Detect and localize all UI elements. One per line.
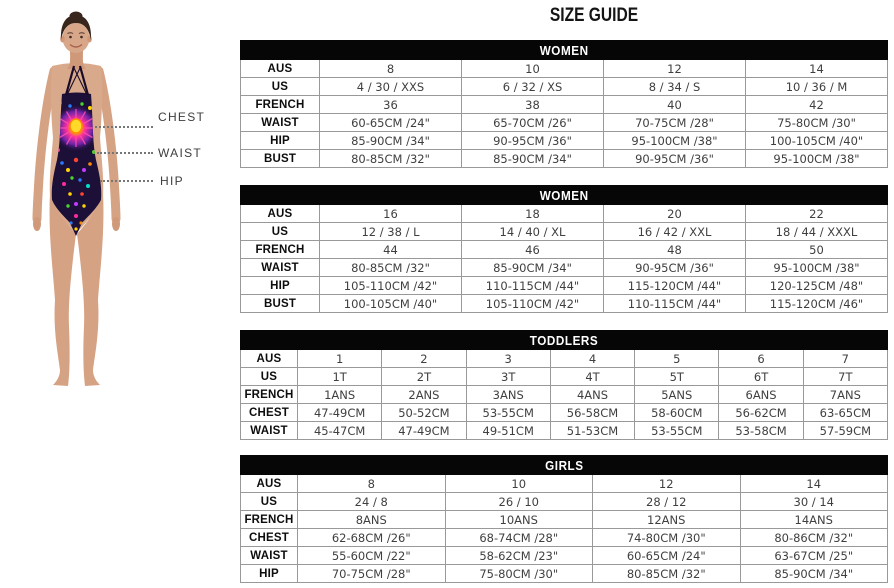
- row-label: AUS: [241, 205, 320, 223]
- size-cell: 70-75CM /28": [604, 114, 746, 132]
- size-cell: 75-80CM /30": [445, 565, 593, 583]
- size-cell: 62-68CM /26": [298, 529, 446, 547]
- size-cell: 10ANS: [445, 511, 593, 529]
- row-label: US: [241, 223, 320, 241]
- row-label: HIP: [241, 565, 298, 583]
- table-row-chest: [241, 529, 888, 547]
- row-label: FRENCH: [241, 511, 298, 529]
- size-cell: 100-105CM /40": [746, 132, 888, 150]
- size-cell: 85-90CM /34": [320, 132, 462, 150]
- size-cell: 1T: [298, 368, 382, 386]
- table-row-hip: [241, 277, 888, 295]
- size-cell: 100-105CM /40": [320, 295, 462, 313]
- size-cell: 74-80CM /30": [593, 529, 741, 547]
- size-cell: 90-95CM /36": [462, 132, 604, 150]
- row-label: BUST: [241, 150, 320, 168]
- chest-callout-label: CHEST: [158, 110, 206, 124]
- size-cell: 110-115CM /44": [604, 295, 746, 313]
- size-cell: 8: [298, 475, 446, 493]
- size-cell: 120-125CM /48": [746, 277, 888, 295]
- size-cell: 4 / 30 / XXS: [320, 78, 462, 96]
- size-cell: 50: [746, 241, 888, 259]
- size-cell: 7T: [803, 368, 887, 386]
- size-cell: 115-120CM /46": [746, 295, 888, 313]
- size-cell: 5: [635, 350, 719, 368]
- size-cell: 85-90CM /34": [740, 565, 888, 583]
- size-cell: 14 / 40 / XL: [462, 223, 604, 241]
- size-cell: 85-90CM /34": [462, 150, 604, 168]
- table-row-bust: [241, 295, 888, 313]
- size-cell: 80-85CM /32": [320, 150, 462, 168]
- size-cell: 10: [445, 475, 593, 493]
- size-cell: 14: [746, 60, 888, 78]
- size-cell: 70-75CM /28": [298, 565, 446, 583]
- size-cell: 7ANS: [803, 386, 887, 404]
- page-title: SIZE GUIDE: [549, 5, 639, 26]
- table-row-aus: [241, 205, 888, 223]
- size-cell: 44: [320, 241, 462, 259]
- row-label: FRENCH: [241, 241, 320, 259]
- table-header-girls: GIRLS: [241, 456, 888, 475]
- size-cell: 46: [462, 241, 604, 259]
- size-cell: 6T: [719, 368, 803, 386]
- size-cell: 2ANS: [382, 386, 466, 404]
- size-cell: 105-110CM /42": [462, 295, 604, 313]
- size-cell: 18: [462, 205, 604, 223]
- size-cell: 75-80CM /30": [746, 114, 888, 132]
- table-row-waist: [241, 114, 888, 132]
- table-header-women: WOMEN: [241, 186, 888, 205]
- size-table-women-2: [240, 185, 888, 313]
- size-cell: 80-85CM /32": [320, 259, 462, 277]
- row-label: FRENCH: [241, 96, 320, 114]
- row-label: WAIST: [241, 114, 320, 132]
- size-cell: 30 / 14: [740, 493, 888, 511]
- table-row-chest: [241, 404, 888, 422]
- size-cell: 40: [604, 96, 746, 114]
- size-cell: 53-55CM: [635, 422, 719, 440]
- table-row-hip: [241, 565, 888, 583]
- size-cell: 56-62CM: [719, 404, 803, 422]
- size-cell: 8: [320, 60, 462, 78]
- size-cell: 58-62CM /23": [445, 547, 593, 565]
- table-row-waist: [241, 422, 888, 440]
- size-cell: 58-60CM: [635, 404, 719, 422]
- size-cell: 53-55CM: [466, 404, 550, 422]
- row-label: US: [241, 368, 298, 386]
- size-cell: 26 / 10: [445, 493, 593, 511]
- size-cell: 4T: [550, 368, 634, 386]
- size-cell: 5T: [635, 368, 719, 386]
- row-label: WAIST: [241, 259, 320, 277]
- size-cell: 22: [746, 205, 888, 223]
- size-cell: 90-95CM /36": [604, 259, 746, 277]
- size-cell: 60-65CM /24": [593, 547, 741, 565]
- size-cell: 68-74CM /28": [445, 529, 593, 547]
- size-cell: 95-100CM /38": [746, 150, 888, 168]
- size-cell: 47-49CM: [382, 422, 466, 440]
- size-cell: 16: [320, 205, 462, 223]
- table-header-toddlers: TODDLERS: [241, 331, 888, 350]
- table-row-us: [241, 223, 888, 241]
- size-cell: 60-65CM /24": [320, 114, 462, 132]
- waist-leader-line: [97, 152, 153, 154]
- table-row-waist: [241, 259, 888, 277]
- size-cell: 2: [382, 350, 466, 368]
- size-cell: 42: [746, 96, 888, 114]
- size-cell: 63-67CM /25": [740, 547, 888, 565]
- size-cell: 105-110CM /42": [320, 277, 462, 295]
- hip-callout-label: HIP: [160, 174, 184, 188]
- size-table-toddlers-3: [240, 330, 888, 440]
- size-cell: 8 / 34 / S: [604, 78, 746, 96]
- size-table-women-1: [240, 40, 888, 168]
- table-row-french: [241, 96, 888, 114]
- row-label: AUS: [241, 60, 320, 78]
- size-cell: 8ANS: [298, 511, 446, 529]
- size-cell: 80-86CM /32": [740, 529, 888, 547]
- size-cell: 7: [803, 350, 887, 368]
- size-cell: 6: [719, 350, 803, 368]
- size-cell: 55-60CM /22": [298, 547, 446, 565]
- table-row-french: [241, 241, 888, 259]
- size-cell: 47-49CM: [298, 404, 382, 422]
- size-cell: 49-51CM: [466, 422, 550, 440]
- size-cell: 14ANS: [740, 511, 888, 529]
- table-row-french: [241, 511, 888, 529]
- size-cell: 2T: [382, 368, 466, 386]
- table-row-hip: [241, 132, 888, 150]
- waist-callout-label: WAIST: [158, 146, 203, 160]
- table-header-women: WOMEN: [241, 41, 888, 60]
- size-cell: 57-59CM: [803, 422, 887, 440]
- size-cell: 6ANS: [719, 386, 803, 404]
- size-cell: 56-58CM: [550, 404, 634, 422]
- size-cell: 24 / 8: [298, 493, 446, 511]
- table-row-aus: [241, 350, 888, 368]
- row-label: HIP: [241, 277, 320, 295]
- size-cell: 12ANS: [593, 511, 741, 529]
- size-cell: 10: [462, 60, 604, 78]
- row-label: US: [241, 78, 320, 96]
- size-cell: 45-47CM: [298, 422, 382, 440]
- size-cell: 53-58CM: [719, 422, 803, 440]
- size-cell: 10 / 36 / M: [746, 78, 888, 96]
- size-cell: 12 / 38 / L: [320, 223, 462, 241]
- row-label: AUS: [241, 475, 298, 493]
- row-label: US: [241, 493, 298, 511]
- size-cell: 14: [740, 475, 888, 493]
- size-cell: 4: [550, 350, 634, 368]
- size-cell: 1ANS: [298, 386, 382, 404]
- size-cell: 16 / 42 / XXL: [604, 223, 746, 241]
- row-label: CHEST: [241, 529, 298, 547]
- table-row-aus: [241, 60, 888, 78]
- row-label: AUS: [241, 350, 298, 368]
- table-row-bust: [241, 150, 888, 168]
- size-cell: 85-90CM /34": [462, 259, 604, 277]
- size-cell: 80-85CM /32": [593, 565, 741, 583]
- table-row-aus: [241, 475, 888, 493]
- table-row-us: [241, 493, 888, 511]
- size-cell: 3T: [466, 368, 550, 386]
- size-cell: 3: [466, 350, 550, 368]
- row-label: FRENCH: [241, 386, 298, 404]
- size-cell: 38: [462, 96, 604, 114]
- size-cell: 1: [298, 350, 382, 368]
- size-cell: 63-65CM: [803, 404, 887, 422]
- size-cell: 90-95CM /36": [604, 150, 746, 168]
- size-cell: 6 / 32 / XS: [462, 78, 604, 96]
- size-cell: 4ANS: [550, 386, 634, 404]
- size-cell: 3ANS: [466, 386, 550, 404]
- size-cell: 12: [593, 475, 741, 493]
- size-cell: 28 / 12: [593, 493, 741, 511]
- table-row-us: [241, 78, 888, 96]
- row-label: WAIST: [241, 422, 298, 440]
- size-cell: 18 / 44 / XXXL: [746, 223, 888, 241]
- table-row-us: [241, 368, 888, 386]
- size-table-girls-4: [240, 455, 888, 583]
- chest-leader-line: [95, 126, 153, 128]
- size-cell: 48: [604, 241, 746, 259]
- table-row-waist: [241, 547, 888, 565]
- size-cell: 95-100CM /38": [746, 259, 888, 277]
- hip-leader-line: [100, 180, 153, 182]
- row-label: HIP: [241, 132, 320, 150]
- size-cell: 65-70CM /26": [462, 114, 604, 132]
- size-cell: 20: [604, 205, 746, 223]
- row-label: WAIST: [241, 547, 298, 565]
- size-cell: 115-120CM /44": [604, 277, 746, 295]
- size-cell: 12: [604, 60, 746, 78]
- size-cell: 5ANS: [635, 386, 719, 404]
- size-cell: 110-115CM /44": [462, 277, 604, 295]
- size-cell: 50-52CM: [382, 404, 466, 422]
- size-cell: 51-53CM: [550, 422, 634, 440]
- model-head: [63, 23, 90, 53]
- row-label: CHEST: [241, 404, 298, 422]
- row-label: BUST: [241, 295, 320, 313]
- size-cell: 95-100CM /38": [604, 132, 746, 150]
- model-photo: [10, 8, 160, 393]
- table-row-french: [241, 386, 888, 404]
- size-cell: 36: [320, 96, 462, 114]
